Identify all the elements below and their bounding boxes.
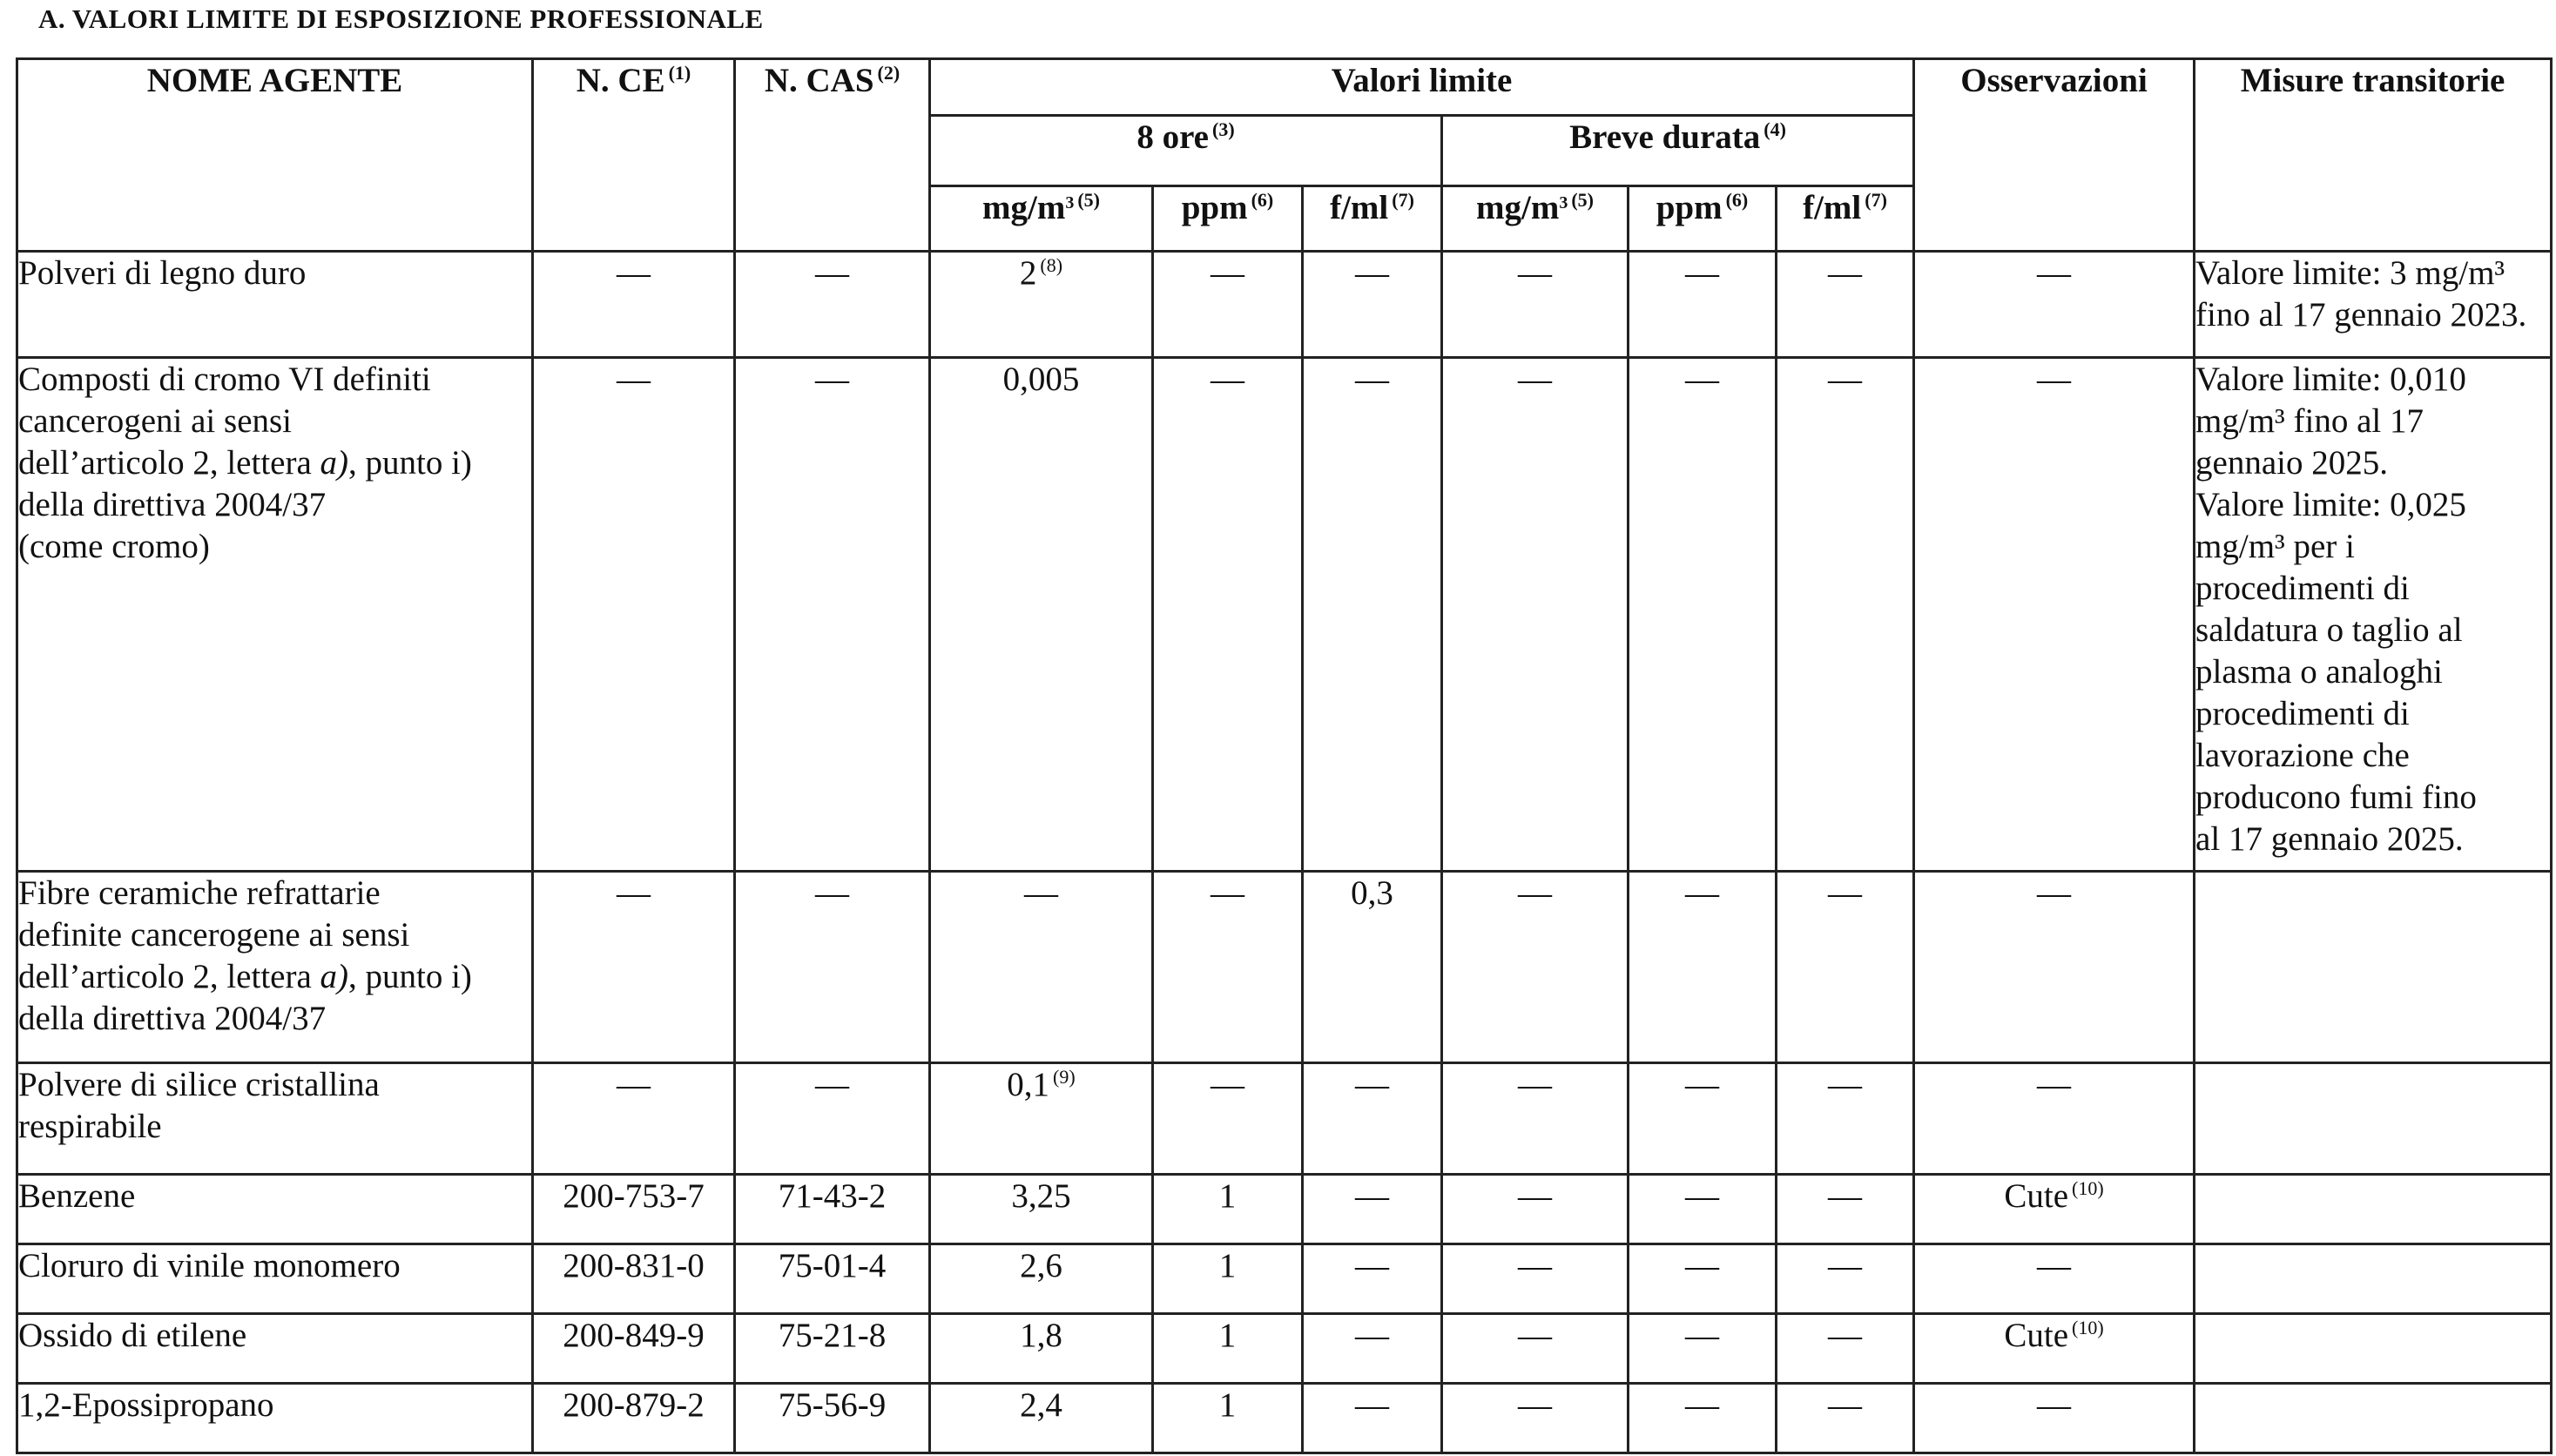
transitional-line: procedimenti di xyxy=(2195,570,2410,607)
transitional-line: plasma o analoghi xyxy=(2195,653,2443,691)
footnote-ref: (9) xyxy=(1053,1066,1076,1088)
fml-8h-cell: — xyxy=(1303,358,1442,872)
ppm-8h-cell: 1 xyxy=(1153,1175,1303,1244)
fml-8h-cell: — xyxy=(1303,1244,1442,1314)
transitional-line: mg/m³ per i xyxy=(2195,528,2355,565)
agent-name-cell xyxy=(17,1063,533,1175)
mg-short-cell: — xyxy=(1442,1314,1629,1384)
ppm-8h-cell: 1 xyxy=(1153,1244,1303,1314)
header-misure-transitorie: Misure transitorie xyxy=(2195,59,2552,252)
ppm-8h-cell: — xyxy=(1153,358,1303,872)
observations-cell: — xyxy=(1914,358,2195,872)
table-row xyxy=(17,1063,2552,1175)
mg-short-cell: — xyxy=(1442,358,1629,872)
fml-8h-cell: — xyxy=(1303,1175,1442,1244)
agent-name-line: respirabile xyxy=(18,1108,162,1145)
agent-name-cell: 1,2-Epossipropano xyxy=(17,1384,533,1453)
fml-8h-cell: — xyxy=(1303,252,1442,358)
ppm-short-cell: — xyxy=(1629,1314,1777,1384)
fml-short-cell: — xyxy=(1777,1384,1914,1453)
unit-header: $mg/m^3$ $^{(5)}$ xyxy=(930,186,1153,252)
transitional-cell xyxy=(2195,1063,2552,1175)
transitional-line: procedimenti di xyxy=(2195,695,2410,732)
unit-header: $mg/m^3$ $^{(5)}$ xyxy=(1442,186,1629,252)
mg-short-cell: — xyxy=(1442,1063,1629,1175)
ce-number-cell: — xyxy=(533,358,735,872)
fml-8h-cell: — xyxy=(1303,1384,1442,1453)
footnote-ref: (8) xyxy=(1040,254,1063,276)
mg-short-cell: — xyxy=(1442,1175,1629,1244)
ppm-8h-cell: — xyxy=(1153,872,1303,1063)
mg-8h-cell: — xyxy=(930,872,1153,1063)
ce-number-cell: 200-849-9 xyxy=(533,1314,735,1384)
agent-name-cell xyxy=(17,358,533,872)
header-valori-limite: Valori limite xyxy=(930,59,1914,116)
cas-number-cell: 75-21-8 xyxy=(735,1314,930,1384)
observations-cell: Cute $^{(10)}$ xyxy=(1914,1175,2195,1244)
agent-name-line: dell’articolo 2, lettera a), punto i) xyxy=(18,958,472,995)
cas-number-cell: 75-56-9 xyxy=(735,1384,930,1453)
agent-name-cell: Benzene xyxy=(17,1175,533,1244)
fml-8h-cell: 0,3 xyxy=(1303,872,1442,1063)
transitional-cell xyxy=(2195,1175,2552,1244)
transitional-line: gennaio 2025. xyxy=(2195,444,2389,482)
ce-number-cell: — xyxy=(533,252,735,358)
ce-number-cell: 200-753-7 xyxy=(533,1175,735,1244)
agent-name-line: Fibre ceramiche refrattarie xyxy=(18,874,381,912)
agent-name-line: (come cromo) xyxy=(18,528,210,565)
header-n-ce: N. CE $^{(1)}$ xyxy=(533,59,735,252)
mg-8h-cell: 1,8 xyxy=(930,1314,1153,1384)
transitional-line: Valore limite: 3 mg/m³ xyxy=(2195,254,2505,292)
fml-short-cell: — xyxy=(1777,1244,1914,1314)
mg-short-cell: — xyxy=(1442,1384,1629,1453)
observations-cell: — xyxy=(1914,1244,2195,1314)
transitional-line: fino al 17 gennaio 2023. xyxy=(2195,296,2527,334)
transitional-cell xyxy=(2195,252,2552,358)
unit-header: ppm $^{(6)}$ xyxy=(1153,186,1303,252)
mg-8h-cell: 0,005 xyxy=(930,358,1153,872)
agent-name-line: cancerogeni ai sensi xyxy=(18,402,293,440)
table-row xyxy=(17,358,2552,872)
cas-number-cell: — xyxy=(735,252,930,358)
mg-8h-cell: 0,1 $^{(9)}$ xyxy=(930,1063,1153,1175)
header-nome-agente: NOME AGENTE xyxy=(17,59,533,252)
header-breve-durata: Breve durata $^{(4)}$ xyxy=(1442,116,1914,186)
fml-8h-cell: — xyxy=(1303,1063,1442,1175)
transitional-line: producono fumi fino xyxy=(2195,779,2477,816)
table-row xyxy=(17,1314,2552,1384)
fml-short-cell: — xyxy=(1777,358,1914,872)
observations-cell: — xyxy=(1914,1384,2195,1453)
agent-name-cell: Ossido di etilene xyxy=(17,1314,533,1384)
cas-number-cell: 71-43-2 xyxy=(735,1175,930,1244)
agent-name-line: Composti di cromo VI definiti xyxy=(18,361,431,398)
ppm-8h-cell: 1 xyxy=(1153,1384,1303,1453)
agent-name-line: Polvere di silice cristallina xyxy=(18,1066,380,1103)
transitional-line: al 17 gennaio 2025. xyxy=(2195,820,2464,858)
mg-8h-cell: 2,6 xyxy=(930,1244,1153,1314)
cas-number-cell: — xyxy=(735,358,930,872)
header-8-ore: 8 ore $^{(3)}$ xyxy=(930,116,1442,186)
fml-8h-cell: — xyxy=(1303,1314,1442,1384)
header-n-cas: N. CAS $^{(2)}$ xyxy=(735,59,930,252)
fml-short-cell: — xyxy=(1777,1314,1914,1384)
ppm-8h-cell: — xyxy=(1153,1063,1303,1175)
footnote-ref: (10) xyxy=(2072,1317,2104,1338)
agent-name-line: della direttiva 2004/37 xyxy=(18,486,327,523)
unit-header: f/ml $^{(7)}$ xyxy=(1777,186,1914,252)
ce-number-cell: 200-831-0 xyxy=(533,1244,735,1314)
ppm-8h-cell: — xyxy=(1153,252,1303,358)
ppm-8h-cell: 1 xyxy=(1153,1314,1303,1384)
header-osservazioni: Osservazioni xyxy=(1914,59,2195,252)
exposure-limits-table xyxy=(16,57,2553,1454)
section-title: A. VALORI LIMITE DI ESPOSIZIONE PROFESSIONALE xyxy=(38,3,764,34)
mg-short-cell: — xyxy=(1442,252,1629,358)
transitional-cell xyxy=(2195,1314,2552,1384)
observations-cell: — xyxy=(1914,1063,2195,1175)
mg-8h-cell: 2 $^{(8)}$ xyxy=(930,252,1153,358)
ppm-short-cell: — xyxy=(1629,872,1777,1063)
transitional-cell xyxy=(2195,1384,2552,1453)
transitional-line: saldatura o taglio al xyxy=(2195,611,2463,649)
agent-name-cell xyxy=(17,872,533,1063)
fml-short-cell: — xyxy=(1777,872,1914,1063)
table-row xyxy=(17,872,2552,1063)
transitional-line: Valore limite: 0,025 xyxy=(2195,486,2466,523)
agent-name-cell: Cloruro di vinile monomero xyxy=(17,1244,533,1314)
ppm-short-cell: — xyxy=(1629,252,1777,358)
mg-8h-cell: 3,25 xyxy=(930,1175,1153,1244)
transitional-line: lavorazione che xyxy=(2195,737,2410,774)
ppm-short-cell: — xyxy=(1629,358,1777,872)
observations-cell: — xyxy=(1914,252,2195,358)
observations-cell: Cute $^{(10)}$ xyxy=(1914,1314,2195,1384)
cas-number-cell: — xyxy=(735,1063,930,1175)
cas-number-cell: — xyxy=(735,872,930,1063)
agent-name-line: definite cancerogene ai sensi xyxy=(18,916,410,954)
mg-short-cell: — xyxy=(1442,872,1629,1063)
transitional-line: Valore limite: 0,010 xyxy=(2195,361,2466,398)
transitional-cell xyxy=(2195,358,2552,872)
unit-header: f/ml $^{(7)}$ xyxy=(1303,186,1442,252)
transitional-cell xyxy=(2195,1244,2552,1314)
ce-number-cell: — xyxy=(533,1063,735,1175)
mg-short-cell: — xyxy=(1442,1244,1629,1314)
ce-number-cell: 200-879-2 xyxy=(533,1384,735,1453)
fml-short-cell: — xyxy=(1777,1175,1914,1244)
ppm-short-cell: — xyxy=(1629,1384,1777,1453)
mg-8h-cell: 2,4 xyxy=(930,1384,1153,1453)
footnote-ref: (10) xyxy=(2072,1177,2104,1199)
fml-short-cell: — xyxy=(1777,1063,1914,1175)
unit-header: ppm $^{(6)}$ xyxy=(1629,186,1777,252)
ppm-short-cell: — xyxy=(1629,1244,1777,1314)
observations-cell: — xyxy=(1914,872,2195,1063)
table-row xyxy=(17,1175,2552,1244)
table-body xyxy=(17,252,2552,1453)
fml-short-cell: — xyxy=(1777,252,1914,358)
cas-number-cell: 75-01-4 xyxy=(735,1244,930,1314)
transitional-line: mg/m³ fino al 17 xyxy=(2195,402,2424,440)
agent-name-cell: Polveri di legno duro xyxy=(17,252,533,358)
ce-number-cell: — xyxy=(533,872,735,1063)
agent-name-line: dell’articolo 2, lettera a), punto i) xyxy=(18,444,472,482)
agent-name-line: della direttiva 2004/37 xyxy=(18,1000,327,1037)
ppm-short-cell: — xyxy=(1629,1175,1777,1244)
table-row xyxy=(17,1244,2552,1314)
header-row-main xyxy=(17,59,2552,116)
table-row xyxy=(17,252,2552,358)
ppm-short-cell: — xyxy=(1629,1063,1777,1175)
table-row xyxy=(17,1384,2552,1453)
transitional-cell xyxy=(2195,872,2552,1063)
